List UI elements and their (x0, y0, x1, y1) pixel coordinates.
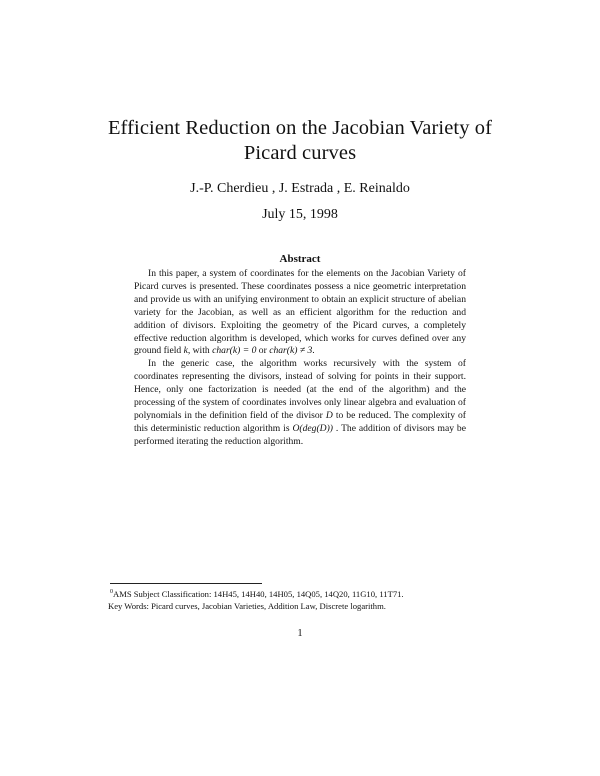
title-line-1: Efficient Reduction on the Jacobian Variety of (107, 117, 493, 139)
author-list: J.-P. Cherdieu , J. Estrada , E. Reinaldo (190, 181, 410, 196)
math-complexity: O(deg(D)) (292, 422, 333, 434)
footnote (108, 588, 508, 612)
publication-date: July 15, 1998 (262, 207, 338, 222)
abstract-p1-end: . (312, 345, 315, 357)
abstract-paragraph-2 (134, 358, 466, 448)
footnote-marker: 0 (110, 589, 113, 596)
footnote-keywords: Key Words: Picard curves, Jacobian Varieties, Addition Law, Discrete logarithm. (108, 601, 386, 611)
abstract-p2-end: . The addition of divisors may be performed iterating the reduction algorithm. (134, 422, 466, 447)
abstract-heading: Abstract (279, 253, 321, 265)
footnote-classification: AMS Subject Classification: 14H45, 14H40, 14H05, 14Q05, 14Q20, 11G10, 11T71. (113, 589, 404, 599)
paper-title (60, 116, 540, 166)
math-char-not-three: char(k) ≠ 3 (269, 345, 313, 357)
title-line-2: Picard curves (243, 142, 357, 164)
math-field-k: k (183, 345, 188, 357)
abstract-p1-with: , with (187, 345, 213, 357)
math-divisor-d: D (325, 409, 333, 421)
footnote-classification-line (108, 588, 508, 600)
abstract-p2-mid: to be reduced. The complexity of this deterministic reduction algorithm is (134, 409, 466, 434)
abstract-p1-text: In this paper, a system of coordinates for the elements on the Jacobian Variety of Picard curves is presented. These coordinates possess a nice geometric interpretation and provide us with an unifying environment to obtain an explicit structure of abelian variety for the Jacobian, as well as an efficient algorithm for the reduction and addition of divisors. Exploiting the geometry of the Picard curves, a completely effective reduction algorithm is developed, which works for curves defined over any ground field (134, 268, 466, 357)
abstract-paragraph-1 (134, 268, 466, 358)
abstract-body (134, 268, 466, 449)
math-char-zero: char(k) = 0 (212, 345, 257, 357)
footnote-divider (110, 583, 262, 584)
page-number: 1 (297, 628, 303, 639)
abstract-p1-or: or (256, 345, 270, 357)
abstract-p2-text: In the generic case, the algorithm works recursively with the system of coordinates representing the divisors, instead of solving for points in their support. Hence, only one factorization is needed (at the end of the algorithm) and the processing of the system of coordinates involves only linear algebra and evaluation of polynomials in the definition field of the divisor (134, 358, 466, 421)
